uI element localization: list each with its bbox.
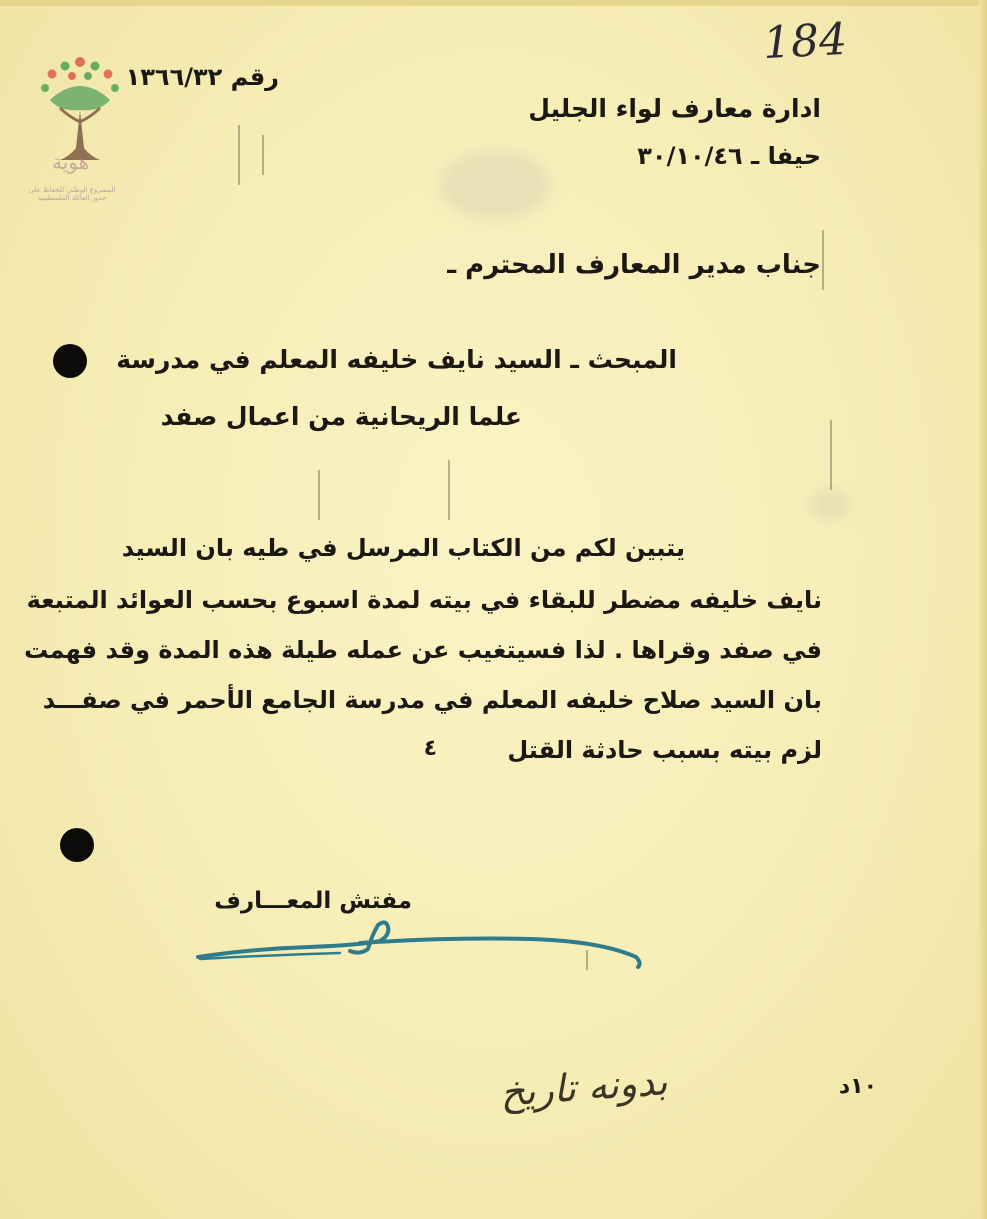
body-line-3: في صفد وقراها . لذا فسيتغيب عن عمله طيلة هذه المدة وقد فهمت xyxy=(24,636,822,664)
paper-stain xyxy=(810,490,850,520)
handwritten-signature xyxy=(190,905,660,985)
bleed-mark xyxy=(262,135,264,175)
signature-title: مفتش المعـــارف xyxy=(214,888,412,914)
logo-word: هوية xyxy=(52,150,90,174)
bleed-mark xyxy=(822,230,824,290)
punch-hole-top xyxy=(53,344,87,378)
scan-edge-right xyxy=(979,0,987,1219)
logo-caption: المشروع الوطني للحفاظ على جذور العائلة الفلسطينية xyxy=(28,186,116,202)
place-date: حيفا ـ ٣٠/١٠/٤٦ xyxy=(637,142,821,170)
bleed-mark xyxy=(318,470,320,520)
body-line-2: نايف خليفه مضطر للبقاء في بيته لمدة اسبوع بحسب العوائد المتبعة xyxy=(26,586,822,614)
bleed-mark xyxy=(238,125,240,185)
footer-initials: ١٠د xyxy=(838,1074,877,1099)
paper-stain xyxy=(440,150,550,220)
bleed-mark xyxy=(448,460,450,520)
bleed-mark xyxy=(830,420,832,490)
department-name: ادارة معارف لواء الجليل xyxy=(528,94,821,123)
reference-number: رقم ١٣٦٦/٣٢ xyxy=(125,63,279,91)
body-end-mark: ٤ xyxy=(423,736,437,761)
subject-line-1: المبحث ـ السيد نايف خليفه المعلم في مدرسة xyxy=(116,345,677,374)
handwritten-note: بدونه تاريخ xyxy=(498,1059,669,1115)
subject-line-2: علما الريحانية من اعمال صفد xyxy=(160,402,522,431)
punch-hole-bottom xyxy=(60,828,94,862)
scan-edge-top xyxy=(0,0,987,6)
page-number: 184 xyxy=(761,13,849,70)
body-line-5: لزم بيته بسبب حادثة القتل xyxy=(507,736,822,764)
addressee: جناب مدير المعارف المحترم ـ xyxy=(447,250,821,280)
body-line-4: بان السيد صلاح خليفه المعلم في مدرسة الجامع الأحمر في صفـــد xyxy=(42,686,822,714)
body-line-1: يتبين لكم من الكتاب المرسل في طيه بان السيد xyxy=(121,534,685,562)
